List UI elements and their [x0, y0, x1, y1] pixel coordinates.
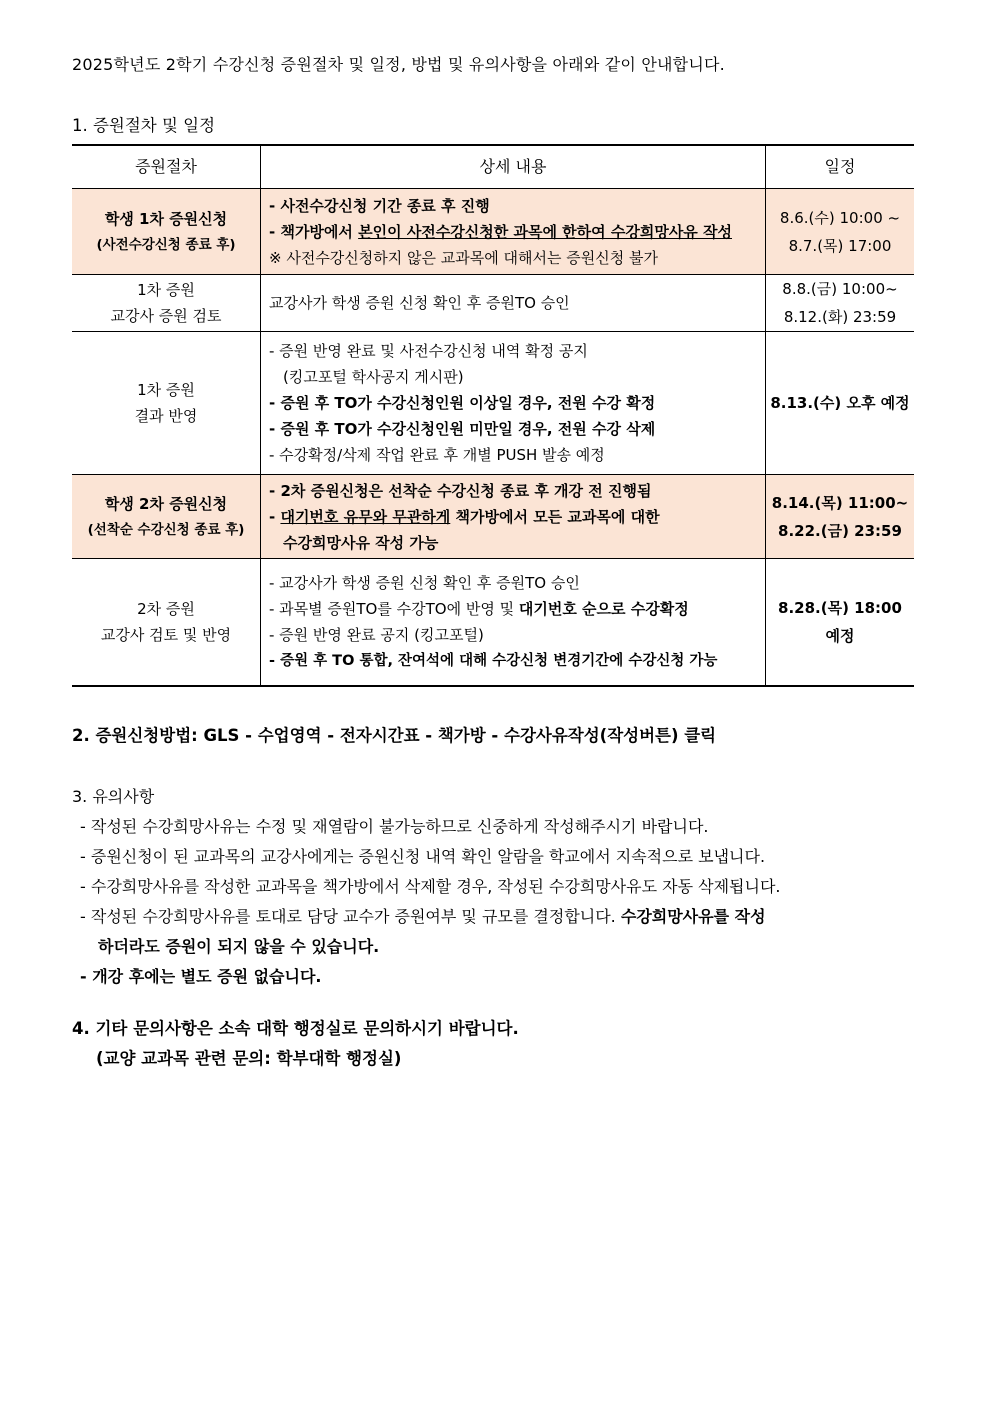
- procedure-name: 2차 증원: [137, 599, 195, 618]
- note-item-continued: 하더라도 증원이 되지 않을 수 있습니다.: [98, 937, 380, 956]
- table-row: [72, 332, 914, 475]
- schedule-date: 8.12.(화) 23:59: [783, 308, 897, 326]
- schedule-date: 8.28.(목) 18:00: [778, 598, 902, 617]
- procedure-note: (사전수강신청 종료 후): [96, 236, 236, 253]
- detail-line: - 증원 반영 완료 공지 (킹고포털): [269, 625, 484, 644]
- note-item: - 증원신청이 된 교과목의 교강사에게는 증원신청 내역 확인 알람을 학교에서 지속적으로 보냅니다.: [80, 847, 766, 866]
- table-row: [72, 559, 914, 686]
- detail-line: - 2차 증원신청은 선착순 수강신청 종료 후 개강 전 진행됨: [269, 481, 652, 500]
- table-row: [72, 275, 914, 332]
- schedule-date: 8.7.(목) 17:00: [788, 236, 892, 255]
- detail-line: - 과목별 증원TO를 수강TO에 반영 및 대기번호 순으로 수강확정: [269, 599, 689, 618]
- procedure-note: (선착순 수강신청 종료 후): [87, 521, 245, 538]
- section2-method: 2. 증원신청방법: GLS - 수업영역 - 전자시간표 - 책가방 - 수강사유작성(작성버튼) 클릭: [72, 726, 717, 745]
- detail-line: - 책가방에서 본인이 사전수강신청한 과목에 한하여 수강희망사유 작성: [269, 222, 732, 241]
- header-details: 상세 내용: [261, 145, 766, 189]
- table-row: [72, 189, 914, 275]
- schedule-cell: [766, 275, 915, 332]
- detail-line: - 증원 후 TO가 수강신청인원 이상일 경우, 전원 수강 확정: [269, 394, 656, 412]
- schedule-date: 8.13.(수) 오후 예정: [770, 394, 910, 412]
- header-procedure: 증원절차: [72, 145, 261, 189]
- procedure-note: 교강사 증원 검토: [110, 307, 222, 325]
- schedule-cell: [766, 189, 915, 275]
- schedule-table: [72, 144, 914, 687]
- section3-notes: [72, 782, 781, 992]
- schedule-date: 8.6.(수) 10:00 ~: [779, 208, 901, 227]
- detail-line: 교강사가 학생 증원 신청 확인 후 증원TO 승인: [269, 294, 570, 312]
- procedure-name: 학생 1차 증원신청: [104, 209, 228, 228]
- procedure-cell: [72, 189, 261, 275]
- detail-line: - 증원 반영 완료 및 사전수강신청 내역 확정 공지: [269, 342, 588, 360]
- procedure-name: 학생 2차 증원신청: [104, 494, 228, 513]
- procedure-cell: [72, 275, 261, 332]
- detail-line: - 수강확정/삭제 작업 완료 후 개별 PUSH 발송 예정: [269, 446, 605, 464]
- procedure-name: 1차 증원: [137, 281, 195, 299]
- details-cell: [261, 475, 766, 559]
- detail-line: - 증원 후 TO 통합, 잔여석에 대해 수강신청 변경기간에 수강신청 가능: [269, 652, 718, 669]
- contact-line: 4. 기타 문의사항은 소속 대학 행정실로 문의하시기 바랍니다.: [72, 1019, 519, 1038]
- details-cell: [261, 275, 766, 332]
- section4-contact: [72, 1014, 519, 1074]
- procedure-cell: [72, 559, 261, 686]
- detail-line: - 교강사가 학생 증원 신청 확인 후 증원TO 승인: [269, 573, 580, 592]
- schedule-date: 예정: [825, 626, 855, 645]
- details-cell: [261, 189, 766, 275]
- detail-line: - 증원 후 TO가 수강신청인원 미만일 경우, 전원 수강 삭제: [269, 420, 656, 438]
- procedure-note: 결과 반영: [134, 407, 198, 425]
- detail-line: - 사전수강신청 기간 종료 후 진행: [269, 196, 490, 215]
- schedule-cell: [766, 559, 915, 686]
- intro-text: 2025학년도 2학기 수강신청 증원절차 및 일정, 방법 및 유의사항을 아래와 같이 안내합니다.: [72, 55, 725, 74]
- note-item: - 수강희망사유를 작성한 교과목을 책가방에서 삭제할 경우, 작성된 수강희망사유도 자동 삭제됩니다.: [80, 877, 781, 896]
- table-header-row: [72, 145, 914, 189]
- note-item: - 개강 후에는 별도 증원 없습니다.: [80, 967, 322, 986]
- detail-line: ※ 사전수강신청하지 않은 교과목에 대해서는 증원신청 불가: [269, 248, 658, 267]
- schedule-date: 8.22.(금) 23:59: [778, 521, 902, 540]
- table-row: [72, 475, 914, 559]
- section3-title: 3. 유의사항: [72, 787, 155, 806]
- contact-subline: (교양 교과목 관련 문의: 학부대학 행정실): [96, 1049, 402, 1068]
- procedure-cell: [72, 332, 261, 475]
- schedule-cell: [766, 475, 915, 559]
- note-item: - 작성된 수강희망사유는 수정 및 재열람이 불가능하므로 신중하게 작성해주시기 바랍니다.: [80, 817, 709, 836]
- schedule-date: 8.14.(목) 11:00~: [771, 493, 909, 512]
- details-cell: [261, 332, 766, 475]
- header-schedule: 일정: [766, 145, 915, 189]
- detail-line: (킹고포털 학사공지 게시판): [283, 368, 464, 386]
- detail-line: - 대기번호 유무와 무관하게 책가방에서 모든 교과목에 대한: [269, 507, 660, 526]
- details-cell: [261, 559, 766, 686]
- note-item: - 작성된 수강희망사유를 토대로 담당 교수가 증원여부 및 규모를 결정합니다. 수강희망사유를 작성: [80, 907, 766, 926]
- detail-line: 수강희망사유 작성 가능: [283, 533, 439, 552]
- procedure-note: 교강사 검토 및 반영: [100, 625, 232, 644]
- procedure-cell: [72, 475, 261, 559]
- schedule-cell: [766, 332, 915, 475]
- schedule-date: 8.8.(금) 10:00~: [782, 280, 898, 298]
- section1-title: 1. 증원절차 및 일정: [72, 116, 216, 135]
- procedure-name: 1차 증원: [137, 381, 195, 399]
